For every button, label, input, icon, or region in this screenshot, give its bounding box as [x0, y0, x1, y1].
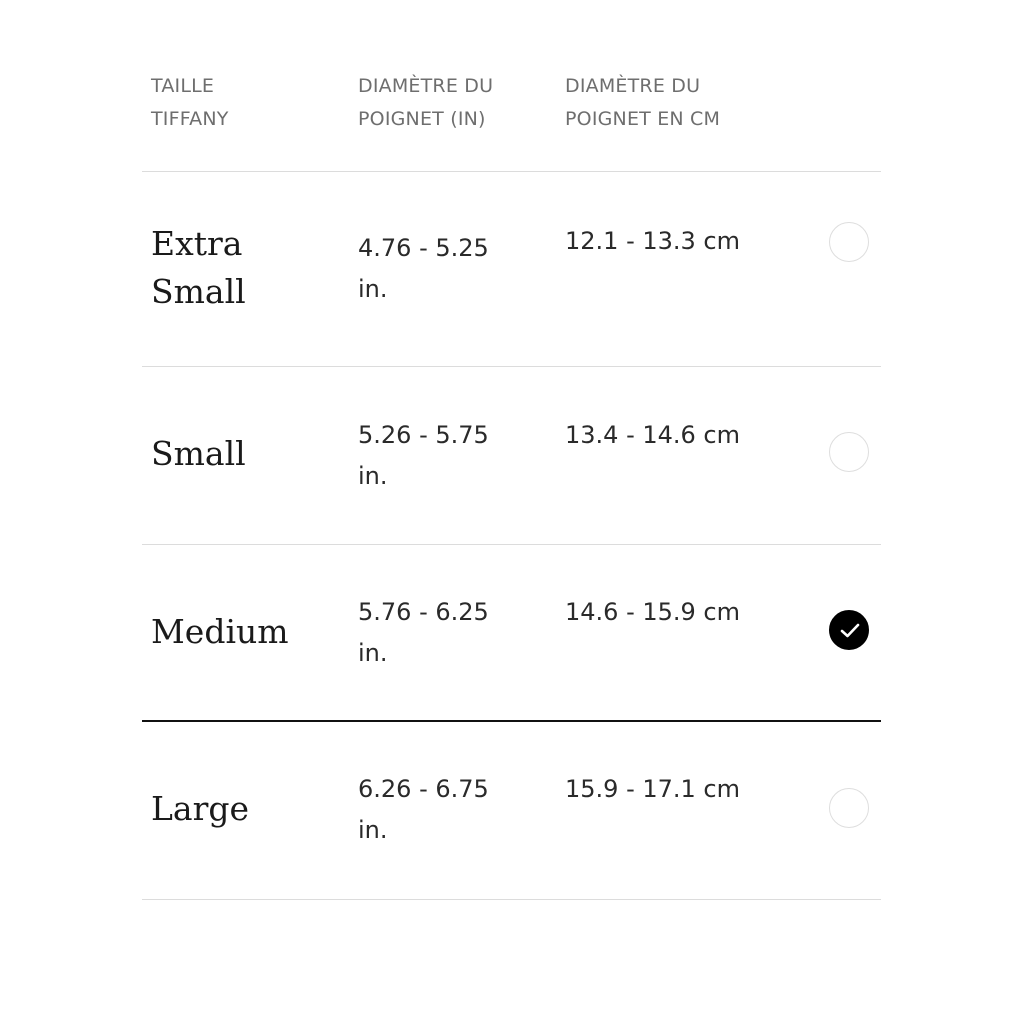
- header-size: [151, 70, 229, 136]
- size-inches-unit: in.: [358, 275, 388, 303]
- size-inches-unit: in.: [358, 462, 388, 490]
- size-row-extra-small[interactable]: [142, 172, 881, 367]
- header-size-line1: TAILLE: [151, 75, 215, 97]
- size-inches-unit: in.: [358, 639, 388, 667]
- radio-empty-icon[interactable]: [829, 788, 869, 828]
- size-name: [151, 220, 246, 316]
- size-name: [151, 430, 246, 478]
- size-row-small[interactable]: [142, 367, 881, 545]
- radio-empty-icon[interactable]: [829, 432, 869, 472]
- radio-empty-icon[interactable]: [829, 222, 869, 262]
- size-inches-range: 4.76 - 5.25: [358, 234, 489, 262]
- size-name-line1: Extra: [151, 224, 243, 263]
- size-cm: 12.1 - 13.3 cm: [565, 227, 740, 255]
- header-cm-line2: POIGNET EN CM: [565, 108, 721, 130]
- size-inches-unit: in.: [358, 816, 388, 844]
- size-cm: 13.4 - 14.6 cm: [565, 421, 740, 449]
- table-header: [142, 0, 881, 172]
- size-cm: 14.6 - 15.9 cm: [565, 598, 740, 626]
- size-inches-range: 5.76 - 6.25: [358, 598, 489, 626]
- header-inches-line1: DIAMÈTRE DU: [358, 75, 494, 97]
- size-table: [142, 0, 881, 900]
- checkmark-glyph: [840, 623, 860, 639]
- size-name-line1: Small: [151, 434, 246, 473]
- header-wrist-cm: [565, 70, 720, 136]
- header-cm-line1: DIAMÈTRE DU: [565, 75, 701, 97]
- header-inches-line2: POIGNET (IN): [358, 108, 486, 130]
- size-inches-range: 5.26 - 5.75: [358, 421, 489, 449]
- size-name: [151, 608, 289, 656]
- header-size-line2: TIFFANY: [151, 108, 229, 130]
- size-name: [151, 785, 249, 833]
- size-row-medium[interactable]: [142, 545, 881, 722]
- size-inches: [358, 592, 489, 674]
- size-row-large[interactable]: [142, 722, 881, 900]
- size-inches: [358, 415, 489, 497]
- size-name-line1: Large: [151, 789, 250, 828]
- size-cm: 15.9 - 17.1 cm: [565, 775, 740, 803]
- checkmark-icon[interactable]: [829, 610, 869, 650]
- size-inches-range: 6.26 - 6.75: [358, 775, 489, 803]
- size-inches: [358, 769, 489, 851]
- header-wrist-inches: [358, 70, 493, 136]
- size-name-line2: Small: [151, 272, 246, 311]
- size-inches: [358, 228, 489, 310]
- size-name-line1: Medium: [151, 612, 289, 651]
